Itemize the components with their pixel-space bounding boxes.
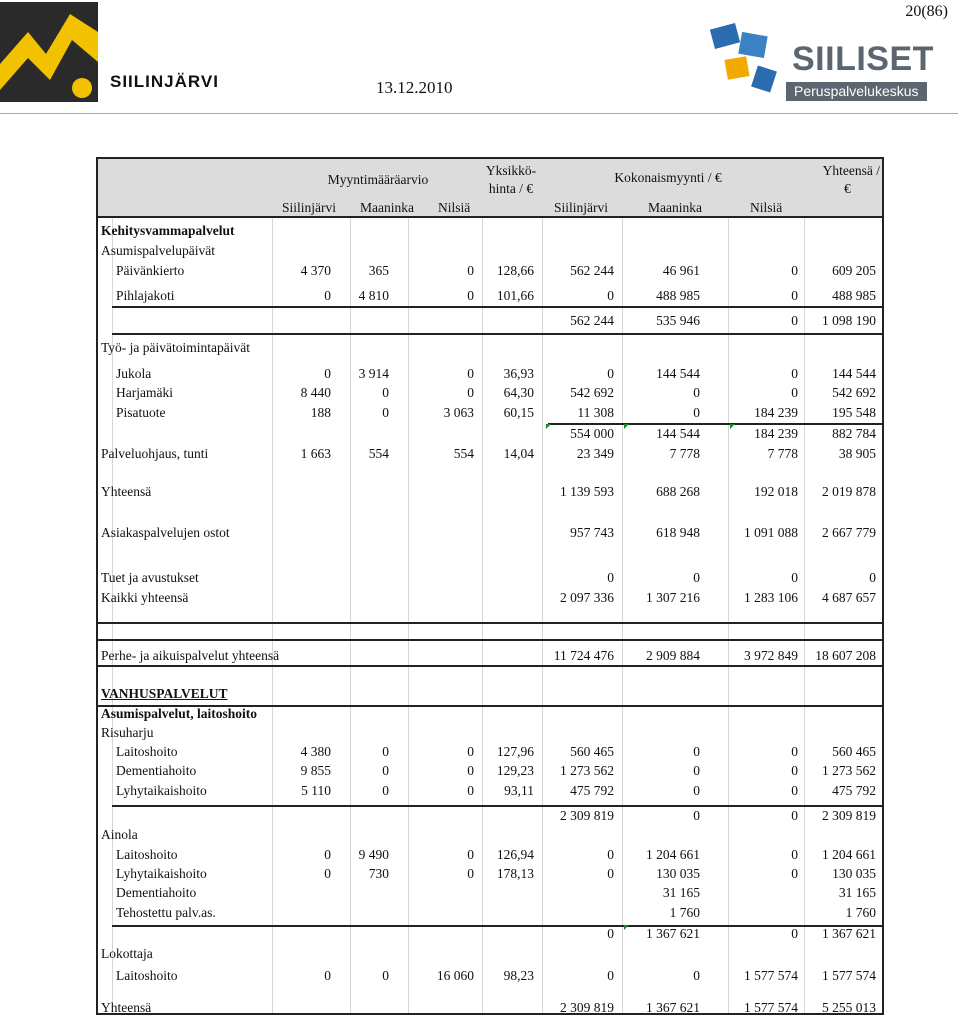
table-cell: 0 bbox=[791, 385, 798, 400]
header-sub2-siilinjarvi: Siilinjärvi bbox=[554, 200, 608, 215]
section-rule bbox=[98, 665, 882, 667]
table-cell: 0 bbox=[467, 744, 474, 759]
table-cell: 2 667 779 bbox=[822, 525, 876, 540]
table-cell: 1 204 661 bbox=[646, 847, 700, 862]
row-label: Tuet ja avustukset bbox=[101, 570, 199, 585]
table-cell: 14,04 bbox=[503, 446, 534, 461]
table-cell: 128,66 bbox=[496, 263, 534, 278]
row-label: VANHUSPALVELUT bbox=[101, 686, 228, 701]
table-cell: 0 bbox=[382, 968, 389, 983]
table-cell: 0 bbox=[791, 744, 798, 759]
table-cell: 11 724 476 bbox=[553, 648, 614, 663]
table-cell: 1 577 574 bbox=[744, 968, 798, 983]
table-cell: 1 204 661 bbox=[822, 847, 876, 862]
table-cell: 16 060 bbox=[436, 968, 474, 983]
table-cell: 688 268 bbox=[656, 484, 700, 499]
row-label: Laitoshoito bbox=[116, 744, 178, 759]
table-cell: 0 bbox=[607, 570, 614, 585]
table-cell: 5 110 bbox=[301, 783, 331, 798]
table-cell: 130 035 bbox=[656, 866, 700, 881]
table-cell: 4 370 bbox=[300, 263, 331, 278]
table-cell: 0 bbox=[607, 866, 614, 881]
table-cell: 9 855 bbox=[300, 763, 331, 778]
siiliset-logo bbox=[710, 18, 955, 113]
page-number: 20(86) bbox=[905, 3, 948, 20]
table-cell: 18 607 208 bbox=[815, 648, 876, 663]
table-cell: 1 663 bbox=[300, 446, 331, 461]
row-label: Lyhytaikaishoito bbox=[116, 866, 207, 881]
table-cell: 0 bbox=[467, 366, 474, 381]
table-cell: 0 bbox=[324, 968, 331, 983]
table-cell: 0 bbox=[382, 783, 389, 798]
row-label: Päivänkierto bbox=[116, 263, 185, 278]
row-label: Yhteensä bbox=[101, 484, 152, 499]
row-label: Jukola bbox=[116, 366, 152, 381]
table-cell: 184 239 bbox=[754, 426, 798, 441]
table-cell: 0 bbox=[693, 744, 700, 759]
row-label: Pisatuote bbox=[116, 405, 166, 420]
table-cell: 0 bbox=[324, 366, 331, 381]
table-cell: 1 283 106 bbox=[744, 590, 798, 605]
table-cell: 129,23 bbox=[496, 763, 534, 778]
row-label: Perhe- ja aikuispalvelut yhteensä bbox=[101, 648, 280, 663]
header-total-sales: Kokonaismyynti / € bbox=[614, 170, 722, 185]
table-cell: 31 165 bbox=[838, 885, 876, 900]
table-cell: 0 bbox=[607, 288, 614, 303]
grid-line bbox=[272, 218, 273, 1013]
table-cell: 46 961 bbox=[662, 263, 700, 278]
table-cell: 0 bbox=[467, 385, 474, 400]
table-cell: 1 577 574 bbox=[822, 968, 876, 983]
table-cell: 365 bbox=[368, 263, 389, 278]
table-cell: 0 bbox=[693, 385, 700, 400]
row-label: Asiakaspalvelujen ostot bbox=[101, 525, 230, 540]
table-cell: 0 bbox=[693, 808, 700, 823]
table-cell: 0 bbox=[791, 866, 798, 881]
row-label: Kehitysvammapalvelut bbox=[101, 223, 235, 238]
table-cell: 957 743 bbox=[570, 525, 614, 540]
table-cell: 8 440 bbox=[300, 385, 331, 400]
header-sub2-nilsia: Nilsiä bbox=[750, 200, 783, 215]
table-cell: 0 bbox=[693, 968, 700, 983]
table-cell: 36,93 bbox=[503, 366, 534, 381]
table-cell: 31 165 bbox=[662, 885, 700, 900]
header-unit-price-line2: hinta / € bbox=[488, 181, 534, 196]
table-cell: 178,13 bbox=[496, 866, 534, 881]
section-rule bbox=[98, 639, 882, 641]
table-cell: 1 091 088 bbox=[744, 525, 798, 540]
table-cell: 475 792 bbox=[832, 783, 876, 798]
section-rule bbox=[112, 333, 882, 335]
row-label: Lokottaja bbox=[101, 946, 153, 961]
table-cell: 130 035 bbox=[832, 866, 876, 881]
table-cell: 0 bbox=[869, 570, 876, 585]
table-cell: 0 bbox=[467, 847, 474, 862]
table-cell: 0 bbox=[382, 763, 389, 778]
table-cell: 0 bbox=[693, 783, 700, 798]
table-cell: 184 239 bbox=[754, 405, 798, 420]
table-cell: 488 985 bbox=[832, 288, 876, 303]
table-cell: 0 bbox=[467, 763, 474, 778]
table-cell: 1 577 574 bbox=[744, 1000, 798, 1015]
header-unit-price-line1: Yksikkö- bbox=[485, 163, 537, 178]
table-cell: 4 380 bbox=[300, 744, 331, 759]
table-cell: 618 948 bbox=[656, 525, 700, 540]
table-cell: 0 bbox=[467, 866, 474, 881]
table-cell: 609 205 bbox=[832, 263, 876, 278]
table-cell: 0 bbox=[693, 405, 700, 420]
table-cell: 475 792 bbox=[570, 783, 614, 798]
table-cell: 5 255 013 bbox=[822, 1000, 876, 1015]
table-cell: 4 810 bbox=[358, 288, 389, 303]
table-cell: 0 bbox=[791, 847, 798, 862]
table-cell: 0 bbox=[791, 366, 798, 381]
header-sub-nilsia: Nilsiä bbox=[438, 200, 471, 215]
table-cell: 2 097 336 bbox=[560, 590, 614, 605]
table-cell: 730 bbox=[368, 866, 389, 881]
table-cell: 144 544 bbox=[656, 426, 700, 441]
table-cell: 1 367 621 bbox=[646, 926, 700, 941]
row-label: Pihlajakoti bbox=[116, 288, 175, 303]
grid-line bbox=[482, 218, 483, 1013]
row-label: Asumispalvelupäivät bbox=[101, 243, 215, 258]
table-cell: 0 bbox=[607, 366, 614, 381]
table-cell: 98,23 bbox=[503, 968, 534, 983]
table-cell: 3 063 bbox=[443, 405, 474, 420]
table-cell: 562 244 bbox=[570, 313, 614, 328]
table-cell: 0 bbox=[791, 570, 798, 585]
sales-table bbox=[96, 157, 884, 1015]
table-cell: 1 760 bbox=[669, 905, 700, 920]
table-cell: 60,15 bbox=[503, 405, 534, 420]
table-cell: 0 bbox=[791, 763, 798, 778]
section-rule bbox=[98, 622, 882, 624]
table-cell: 554 bbox=[368, 446, 389, 461]
row-label: Työ- ja päivätoimintapäivät bbox=[101, 340, 251, 355]
grid-line bbox=[408, 218, 409, 1013]
table-header bbox=[98, 159, 882, 218]
siilinjarvi-logo-text: SIILINJÄRVI bbox=[110, 72, 219, 91]
table-cell: 542 692 bbox=[832, 385, 876, 400]
table-cell: 0 bbox=[382, 744, 389, 759]
siilinjarvi-logo bbox=[0, 2, 219, 102]
table-cell: 4 687 657 bbox=[822, 590, 876, 605]
table-cell: 0 bbox=[693, 763, 700, 778]
table-cell: 0 bbox=[382, 405, 389, 420]
row-label: Risuharju bbox=[101, 725, 154, 740]
table-cell: 0 bbox=[467, 783, 474, 798]
siilinjarvi-emblem-icon bbox=[0, 2, 98, 102]
row-label: Dementiahoito bbox=[116, 763, 197, 778]
table-cell: 2 019 878 bbox=[822, 484, 876, 499]
table-cell: 0 bbox=[467, 288, 474, 303]
table-cell: 1 760 bbox=[845, 905, 876, 920]
table-cell: 1 273 562 bbox=[822, 763, 876, 778]
row-label: Laitoshoito bbox=[116, 847, 178, 862]
table-cell: 0 bbox=[791, 263, 798, 278]
table-cell: 0 bbox=[693, 570, 700, 585]
siiliset-emblem-icon bbox=[710, 18, 790, 103]
table-cell: 11 308 bbox=[577, 405, 614, 420]
row-label: Ainola bbox=[101, 827, 138, 842]
table-cell: 0 bbox=[791, 313, 798, 328]
table-cell: 554 000 bbox=[570, 426, 614, 441]
table-cell: 23 349 bbox=[576, 446, 614, 461]
table-cell: 0 bbox=[607, 926, 614, 941]
table-cell: 0 bbox=[324, 866, 331, 881]
header-sub-maaninka: Maaninka bbox=[360, 200, 414, 215]
grid-line bbox=[728, 218, 729, 1013]
row-label: Tehostettu palv.as. bbox=[116, 905, 216, 920]
table-cell: 7 778 bbox=[767, 446, 798, 461]
table-cell: 554 bbox=[453, 446, 474, 461]
section-rule bbox=[112, 306, 882, 308]
table-cell: 192 018 bbox=[754, 484, 798, 499]
header-total-line1: Yhteensä / bbox=[822, 163, 880, 178]
table-cell: 560 465 bbox=[832, 744, 876, 759]
grid-line bbox=[350, 218, 351, 1013]
table-cell: 542 692 bbox=[570, 385, 614, 400]
table-cell: 2 309 819 bbox=[560, 1000, 614, 1015]
row-label: Harjamäki bbox=[116, 385, 173, 400]
table-cell: 144 544 bbox=[656, 366, 700, 381]
table-cell: 0 bbox=[382, 385, 389, 400]
table-cell: 560 465 bbox=[570, 744, 614, 759]
row-label: Lyhytaikaishoito bbox=[116, 783, 207, 798]
table-cell: 0 bbox=[791, 926, 798, 941]
table-cell: 2 309 819 bbox=[560, 808, 614, 823]
table-cell: 126,94 bbox=[496, 847, 534, 862]
row-label: Kaikki yhteensä bbox=[101, 590, 189, 605]
table-cell: 9 490 bbox=[358, 847, 389, 862]
table-cell: 3 914 bbox=[358, 366, 389, 381]
grid-line bbox=[112, 218, 113, 1013]
table-cell: 535 946 bbox=[656, 313, 700, 328]
grid-line bbox=[542, 218, 543, 1013]
table-cell: 0 bbox=[791, 808, 798, 823]
table-cell: 0 bbox=[324, 288, 331, 303]
table-cell: 2 909 884 bbox=[646, 648, 700, 663]
siiliset-logo-subtitle: Peruspalvelukeskus bbox=[786, 82, 927, 101]
table-cell: 38 905 bbox=[838, 446, 876, 461]
table-cell: 93,11 bbox=[504, 783, 534, 798]
table-cell: 1 367 621 bbox=[822, 926, 876, 941]
table-cell: 101,66 bbox=[496, 288, 534, 303]
table-cell: 195 548 bbox=[832, 405, 876, 420]
header-sub-siilinjarvi: Siilinjärvi bbox=[282, 200, 336, 215]
table-cell: 1 273 562 bbox=[560, 763, 614, 778]
document-date: 13.12.2010 bbox=[376, 78, 453, 97]
row-label: Dementiahoito bbox=[116, 885, 197, 900]
table-cell: 7 778 bbox=[669, 446, 700, 461]
table-cell: 0 bbox=[791, 288, 798, 303]
table-cell: 1 098 190 bbox=[822, 313, 876, 328]
table-cell: 0 bbox=[324, 847, 331, 862]
row-label: Laitoshoito bbox=[116, 968, 178, 983]
table-cell: 1 367 621 bbox=[646, 1000, 700, 1015]
table-cell: 188 bbox=[310, 405, 331, 420]
row-label: Yhteensä bbox=[101, 1000, 152, 1015]
row-label: Palveluohjaus, tunti bbox=[101, 446, 209, 461]
header-divider bbox=[0, 113, 958, 114]
table-cell: 488 985 bbox=[656, 288, 700, 303]
table-cell: 0 bbox=[607, 847, 614, 862]
table-cell: 64,30 bbox=[503, 385, 534, 400]
header-sales-estimate: Myyntimääräarvio bbox=[327, 172, 429, 187]
table-cell: 3 972 849 bbox=[744, 648, 798, 663]
table-cell: 0 bbox=[607, 968, 614, 983]
table-cell: 144 544 bbox=[832, 366, 876, 381]
table-cell: 127,96 bbox=[496, 744, 534, 759]
table-cell: 882 784 bbox=[832, 426, 876, 441]
table-cell: 1 139 593 bbox=[560, 484, 614, 499]
header-total-line2: € bbox=[844, 181, 851, 196]
table-cell: 0 bbox=[467, 263, 474, 278]
table-cell: 0 bbox=[791, 783, 798, 798]
header-sub2-maaninka: Maaninka bbox=[648, 200, 702, 215]
table-cell: 2 309 819 bbox=[822, 808, 876, 823]
siiliset-logo-text: SIILISET bbox=[792, 40, 934, 78]
table-cell: 1 307 216 bbox=[646, 590, 700, 605]
row-label: Asumispalvelut, laitoshoito bbox=[101, 706, 258, 721]
table-cell: 562 244 bbox=[570, 263, 614, 278]
